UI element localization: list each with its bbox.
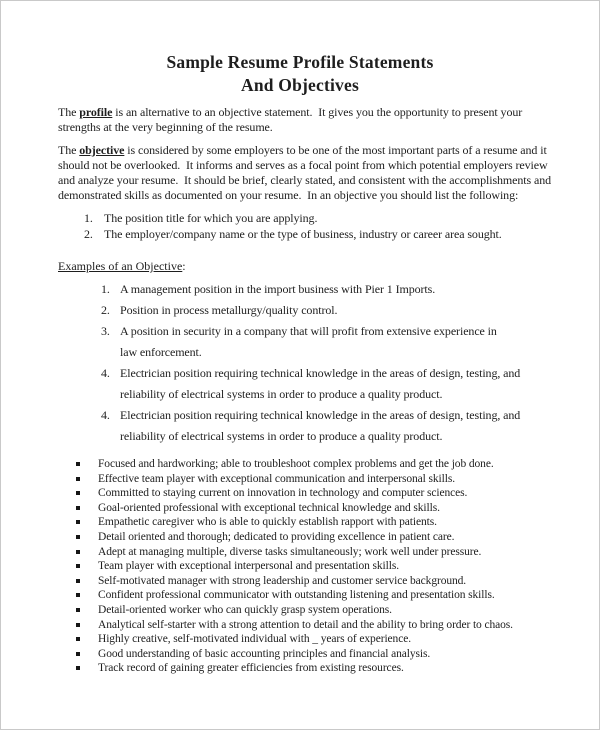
bullet-item-text: Highly creative, self-motivated individual with _ years of experience. — [98, 633, 411, 646]
paragraph-line: demonstrated skills as documented on your resume. In an objective you should list the following: — [58, 188, 519, 202]
bullet-square-icon — [76, 564, 80, 568]
examples-heading-colon: : — [182, 259, 186, 273]
example-item-number: 4. — [101, 408, 110, 422]
example-item — [58, 300, 569, 321]
bullet-item-text: Confident professional communicator with outstanding listening and presentation skills. — [98, 589, 495, 602]
list-item-text: The position title for which you are applying. — [104, 211, 318, 225]
example-item-lines — [120, 321, 497, 363]
example-item — [58, 363, 569, 405]
bullet-square-icon — [76, 652, 80, 656]
line-suffix: is considered by some employers to be one of the most important parts of a resume and it — [124, 143, 547, 157]
bullet-item-text: Goal-oriented professional with exceptional technical knowledge and skills. — [98, 501, 440, 514]
bullet-item-text: Detail-oriented worker who can quickly grasp system operations. — [98, 603, 392, 616]
emphasized-term: profile — [79, 105, 113, 119]
bullet-item — [58, 545, 569, 560]
example-item-line: law enforcement. — [120, 345, 202, 359]
bullet-item-text: Track record of gaining greater efficiencies from existing resources. — [98, 662, 404, 675]
line-prefix: The — [58, 143, 80, 157]
bullet-square-icon — [76, 520, 80, 524]
bullet-item — [58, 618, 569, 633]
page-title-line2: And Objectives — [240, 75, 359, 95]
bullet-item — [58, 515, 569, 530]
bullet-item — [58, 559, 569, 574]
bullet-item — [58, 472, 569, 487]
examples-heading — [58, 259, 569, 274]
example-item-line: A management position in the import business with Pier 1 Imports. — [120, 282, 436, 296]
example-item-lines — [120, 279, 435, 300]
bullet-item — [58, 501, 569, 516]
profile-statements-bullet-list — [58, 457, 569, 676]
example-item-lines — [120, 405, 520, 447]
intro-paragraphs — [58, 105, 569, 203]
bullet-item-text: Committed to staying current on innovation in technology and computer sciences. — [98, 487, 468, 500]
objective-requirements-list — [58, 211, 569, 242]
bullet-square-icon — [76, 535, 80, 539]
example-item-line: A position in security in a company that will profit from extensive experience in — [120, 324, 497, 338]
bullet-item — [58, 530, 569, 545]
examples-heading-text: Examples of an Objective — [58, 259, 183, 273]
example-item-line: reliability of electrical systems in order to produce a quality product. — [120, 429, 443, 443]
bullet-square-icon — [76, 506, 80, 510]
list-item-number: 2. — [84, 226, 93, 241]
bullet-square-icon — [76, 666, 80, 670]
numbered-list-item — [58, 211, 569, 227]
bullet-item-text: Good understanding of basic accounting principles and financial analysis. — [98, 647, 431, 660]
bullet-item — [58, 647, 569, 662]
example-item-line: Electrician position requiring technical knowledge in the areas of design, testing, and — [120, 366, 521, 380]
bullet-item — [58, 457, 569, 472]
bullet-item — [58, 632, 569, 647]
example-item-line: reliability of electrical systems in order to produce a quality product. — [120, 387, 443, 401]
example-item-line: Position in process metallurgy/quality control. — [120, 303, 338, 317]
bullet-item-text: Effective team player with exceptional communication and interpersonal skills. — [98, 472, 455, 485]
paragraph-line — [58, 143, 569, 158]
paragraph-line — [58, 105, 569, 120]
example-item-lines — [120, 363, 520, 405]
examples-list — [58, 279, 569, 447]
example-item — [58, 321, 569, 363]
bullet-item — [58, 588, 569, 603]
paragraph-line: strengths at the very beginning of the resume. — [58, 120, 273, 134]
bullet-item-text: Empathetic caregiver who is able to quickly establish rapport with patients. — [98, 516, 437, 529]
example-item-number: 1. — [101, 282, 110, 296]
line-prefix: The — [58, 105, 80, 119]
bullet-square-icon — [76, 637, 80, 641]
bullet-item — [58, 574, 569, 589]
bullet-square-icon — [76, 491, 80, 495]
bullet-item-text: Analytical self-starter with a strong attention to detail and the ability to bring order to chaos. — [98, 618, 513, 631]
bullet-square-icon — [76, 477, 80, 481]
intro-paragraph-objective — [58, 143, 569, 203]
bullet-item — [58, 603, 569, 618]
document-body — [1, 105, 599, 676]
numbered-list-item — [58, 227, 569, 243]
list-item-text: The employer/company name or the type of business, industry or career area sought. — [104, 226, 502, 241]
bullet-item-text: Self-motivated manager with strong leadership and customer service background. — [98, 574, 467, 587]
example-item-number: 4. — [101, 366, 110, 380]
bullet-item-text: Focused and hardworking; able to troubleshoot complex problems and get the job done. — [98, 458, 494, 470]
bullet-item-text: Team player with exceptional interpersonal and presentation skills. — [98, 560, 399, 573]
bullet-square-icon — [76, 579, 80, 583]
bullet-item-text: Detail oriented and thorough; dedicated to providing excellence in patient care. — [98, 530, 455, 543]
emphasized-term: objective — [79, 143, 125, 157]
example-item — [58, 405, 569, 447]
line-suffix: is an alternative to an objective statement. It gives you the opportunity to present your — [112, 105, 523, 119]
example-item-number: 3. — [101, 324, 110, 338]
bullet-square-icon — [76, 462, 80, 466]
page-title — [1, 51, 599, 97]
example-item — [58, 279, 569, 300]
example-item-number: 2. — [101, 303, 110, 317]
intro-paragraph-profile — [58, 105, 569, 135]
bullet-square-icon — [76, 608, 80, 612]
bullet-item — [58, 661, 569, 676]
example-item-line: Electrician position requiring technical knowledge in the areas of design, testing, and — [120, 408, 521, 422]
example-item-lines — [120, 300, 337, 321]
page-title-line1: Sample Resume Profile Statements — [166, 52, 434, 72]
bullet-square-icon — [76, 623, 80, 627]
paragraph-line: and analyze your resume. It should be brief, clearly stated, and consistent with the accomplishments and — [58, 173, 552, 187]
bullet-item-text: Adept at managing multiple, diverse tasks simultaneously; work well under pressure. — [98, 545, 482, 558]
bullet-item — [58, 486, 569, 501]
bullet-square-icon — [76, 593, 80, 597]
list-item-number: 1. — [84, 211, 93, 225]
paragraph-line: should not be overlooked. It informs and serves as a focal point from which potential employers review — [58, 158, 548, 172]
bullet-square-icon — [76, 550, 80, 554]
